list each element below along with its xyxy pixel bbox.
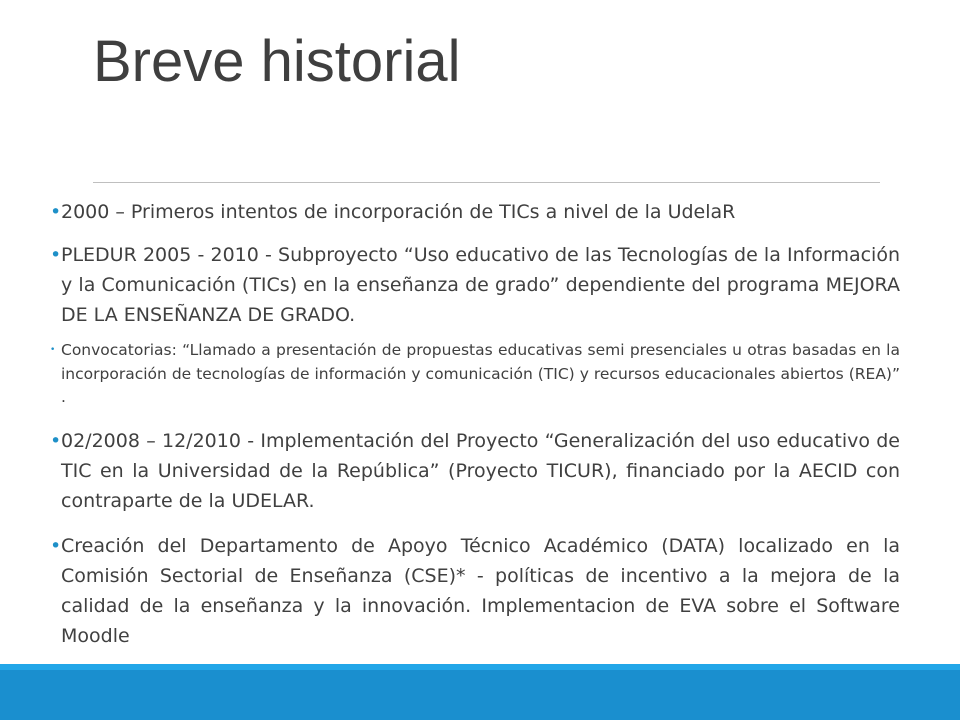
bullet-list <box>50 197 900 651</box>
bullet-icon: • <box>50 534 62 557</box>
slide-title: Breve historial <box>93 29 461 94</box>
footer-accent-line <box>0 664 960 670</box>
bullet-text: PLEDUR 2005 - 2010 - Subproyecto “Uso educativo de las Tecnologías de la Información y la Comunicación (TICs) en la enseñanza de grado” dependiente del programa MEJORA DE LA ENSEÑANZA DE GRADO. <box>61 244 900 326</box>
bullet-item <box>50 240 900 330</box>
bullet-item <box>50 197 900 227</box>
sub-bullet-item <box>50 339 900 410</box>
bullet-item <box>50 531 900 651</box>
footer-bar <box>0 664 960 720</box>
bullet-icon: • <box>50 201 62 223</box>
bullet-item <box>50 426 900 516</box>
sub-bullet-text: Convocatorias: “Llamado a presentación de propuestas educativas semi presenciales u otras basadas en la incorporación de tecnologías de información y comunicación (TIC) y recursos educacionales abiertos (REA)” . <box>61 341 900 406</box>
title-divider <box>93 182 880 183</box>
bullet-text: Creación del Departamento de Apoyo Técnico Académico (DATA) localizado en la Comisión Sectorial de Enseñanza (CSE)* - políticas de incentivo a la mejora de la calidad de la enseñanza y la innovación. Implementacion de EVA sobre el Software Moodle <box>61 534 900 647</box>
bullet-icon: • <box>50 429 62 452</box>
bullet-text: 2000 – Primeros intentos de incorporación de TICs a nivel de la UdelaR <box>61 201 736 223</box>
bullet-icon: • <box>50 244 62 266</box>
bullet-icon: • <box>50 345 56 355</box>
bullet-text: 02/2008 – 12/2010 - Implementación del Proyecto “Generalización del uso educativo de TIC en la Universidad de la República” (Proyecto TICUR), financiado por la AECID con contraparte de la UDELAR. <box>61 429 900 512</box>
